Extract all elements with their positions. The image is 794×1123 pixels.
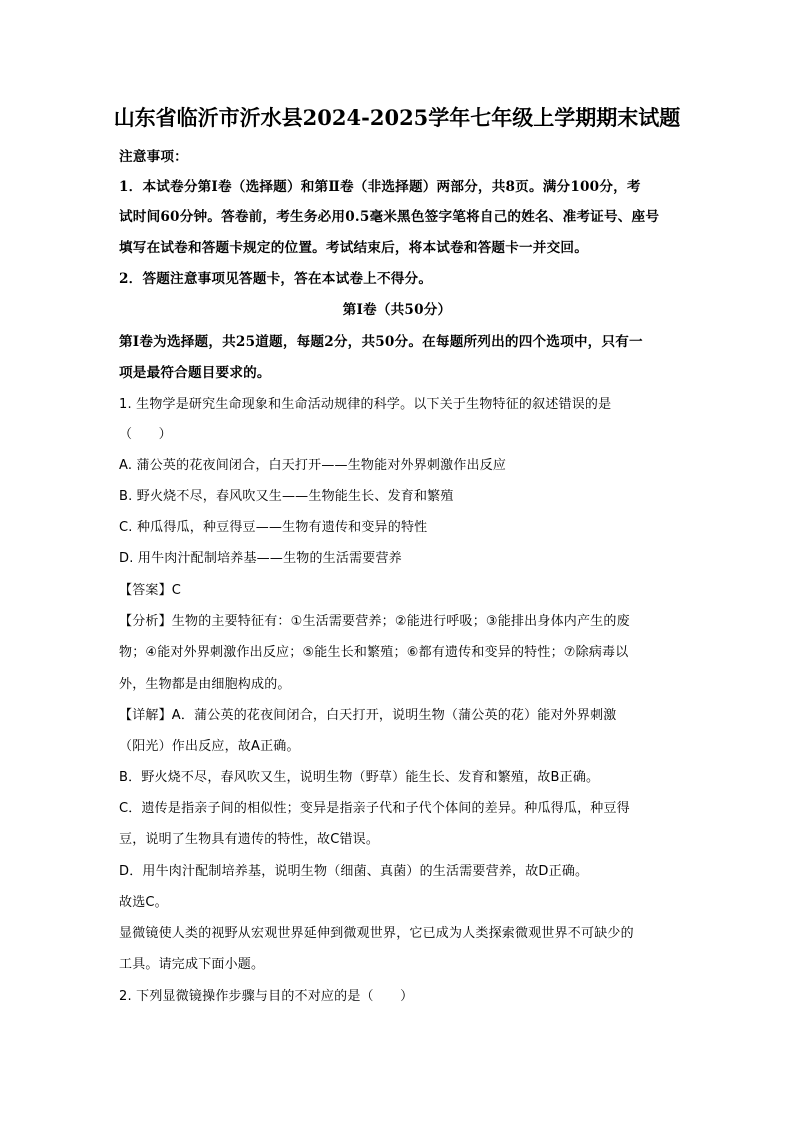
- note-1-line-1: 1．本试卷分第Ⅰ卷（选择题）和第Ⅱ卷（非选择题）两部分，共8页。满分100分，考: [119, 179, 641, 195]
- note-1-line-2: 试时间60分钟。答卷前，考生务必用0.5毫米黑色签字笔将自己的姓名、准考证号、座号: [119, 209, 660, 225]
- q1-detail-line-2: （阳光）作出反应，故A正确。: [119, 739, 300, 754]
- q1-detail-line-4: C．遗传是指亲子间的相似性；变异是指亲子代和子代个体间的差异。种瓜得瓜，种豆得: [119, 801, 630, 816]
- section-1-heading: 第Ⅰ卷（共50分）: [342, 302, 452, 318]
- q1-answer: 【答案】C: [119, 583, 182, 598]
- q1-detail-line-5: 豆，说明了生物具有遗传的特性，故C错误。: [119, 832, 380, 847]
- q1-analysis-line-1: 【分析】生物的主要特征有：①生活需要营养；②能进行呼吸；③能排出身体内产生的废: [119, 614, 630, 629]
- note-1-line-3: 填写在试卷和答题卡规定的位置。考试结束后，将本试卷和答题卡一并交回。: [119, 240, 588, 256]
- passage-line-1: 显微镜使人类的视野从宏观世界延伸到微观世界，它已成为人类探索微观世界不可缺少的: [119, 926, 634, 941]
- q1-detail-line-6: D．用牛肉汁配制培养基，说明生物（细菌、真菌）的生活需要营养，故D正确。: [119, 864, 589, 879]
- q1-conclusion: 故选C。: [119, 895, 168, 910]
- q1-option-a: A. 蒲公英的花夜间闭合，白天打开——生物能对外界刺激作出反应: [119, 458, 507, 473]
- q1-stem-line-2: （ ）: [119, 427, 172, 442]
- q1-option-d: D. 用牛肉汁配制培养基——生物的生活需要营养: [119, 551, 402, 566]
- q1-analysis-line-3: 外，生物都是由细胞构成的。: [119, 677, 291, 692]
- q1-option-c: C. 种瓜得瓜，种豆得豆——生物有遗传和变异的特性: [119, 520, 428, 535]
- q1-detail-line-3: B．野火烧不尽，春风吹又生，说明生物（野草）能生长、发育和繁殖，故B正确。: [119, 770, 600, 785]
- q1-option-b: B. 野火烧不尽，春风吹又生——生物能生长、发育和繁殖: [119, 489, 454, 504]
- q2-stem: 2. 下列显微镜操作步骤与目的不对应的是（ ）: [119, 989, 414, 1004]
- q1-stem-line-1: 1. 生物学是研究生命现象和生命活动规律的科学。以下关于生物特征的叙述错误的是: [119, 397, 612, 412]
- passage-line-2: 工具。请完成下面小题。: [119, 957, 265, 972]
- q1-analysis-line-2: 物；④能对外界刺激作出反应；⑤能生长和繁殖；⑥都有遗传和变异的特性；⑦除病毒以: [119, 645, 629, 660]
- section-1-intro-line-2: 项是最符合题目要求的。: [119, 365, 271, 381]
- notes-heading: 注意事项：: [119, 149, 188, 165]
- note-2: 2．答题注意事项见答题卡，答在本试卷上不得分。: [119, 271, 433, 287]
- exam-title: 山东省临沂市沂水县2024-2025学年七年级上学期期末试题: [113, 105, 681, 130]
- section-1-intro-line-1: 第Ⅰ卷为选择题，共25道题，每题2分，共50分。在每题所列出的四个选项中，只有一: [119, 334, 643, 350]
- q1-detail-line-1: 【详解】A．蒲公英的花夜间闭合，白天打开，说明生物（蒲公英的花）能对外界刺激: [119, 708, 617, 723]
